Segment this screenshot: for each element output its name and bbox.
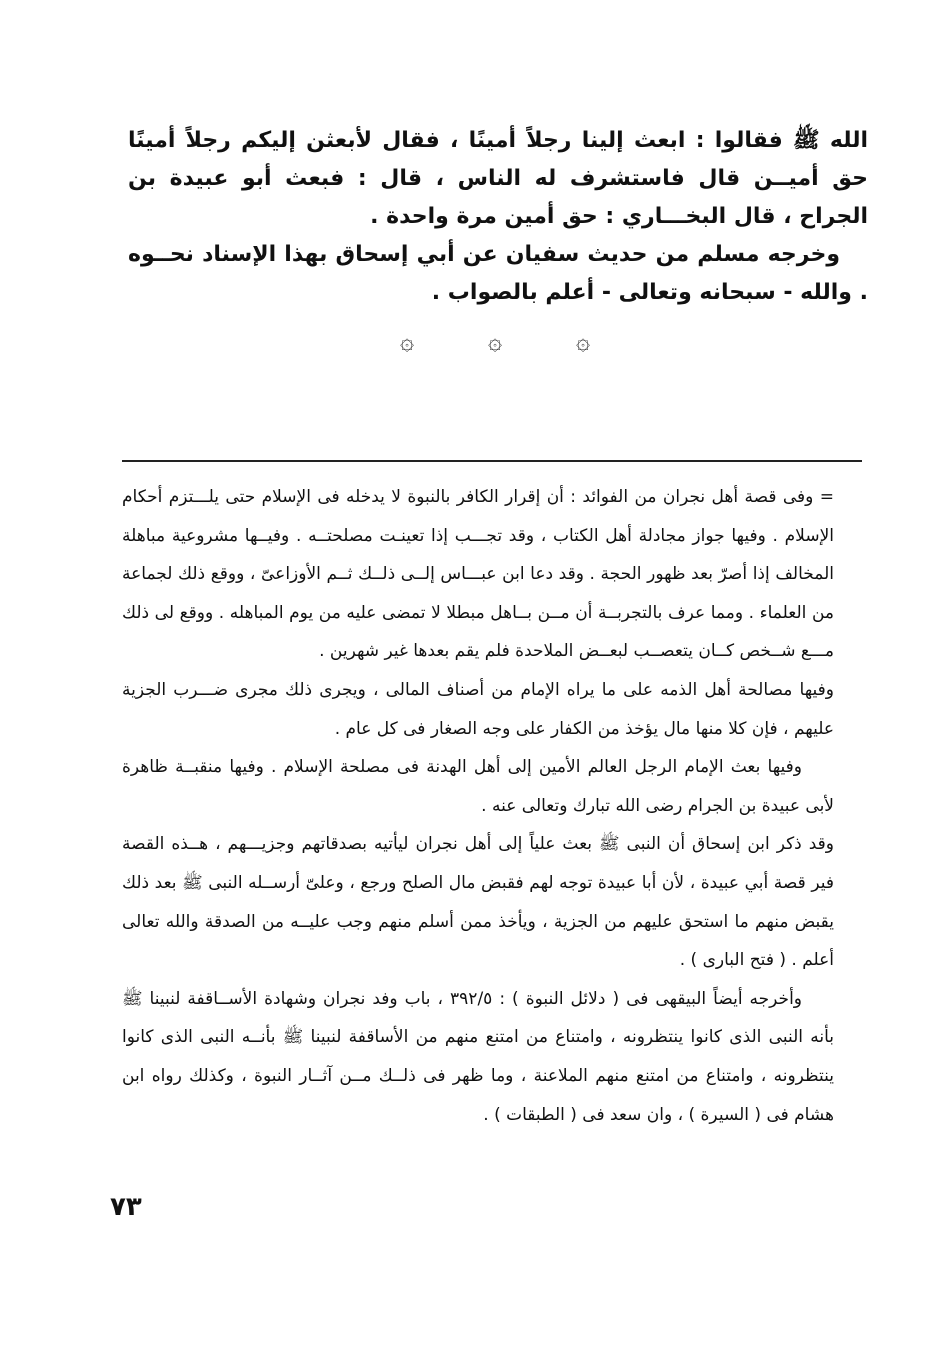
ornament-icon: ۞ (400, 327, 415, 355)
page-number: ٧٣ (110, 1192, 142, 1222)
footnote-paragraph-5: وأخرجه أيضاً البيقهى فى ( دلائل النبوة ) : ٣٩٢/٥ ، باب وفد نجران وشهادة الأســاقفة لنبينا ﷺ بأنه النبى الذى كانوا ينتظرونه ، وامتناع من امتنع منهم من الأساقفة لنبينا ﷺ بأنــه النبى الذى كانوا ينتظرونه ، وامتناع من امتنع منهم الملاعنة ، وما ظهر فى ذلــك مــن آثــار النبوة ، وكذلك رواه ابن هشام فى ( السيرة ) ، وان سعد فى ( الطبقات ) . (122, 988, 834, 1125)
ornament-icon: ۞ (575, 327, 590, 355)
footnote-paragraph-3: وفيها بعث الإمام الرجل العالم الأمين إلى أهل الهدنة فى مصلحة الإسلام . وفيها منقبــة ظاهرة لأبى عبيدة بن الجرام رضى الله تبارك وتعالى عنه . (122, 757, 834, 816)
section-ornaments (400, 326, 590, 356)
footnote-divider (122, 460, 862, 462)
main-text (128, 122, 868, 312)
ornament-icon: ۞ (487, 327, 503, 355)
main-paragraph-1: الله ﷺ فقالوا : ابعث إلينا رجلاً أمينًا ، فقال لأبعثن إليكم رجلاً أمينًا حق أميــن قال فاستشرف له الناس ، قال : فبعث أبو عبيدة بن الجراح ، قال البخـــاري : حق أمين مرة واحدة . (128, 128, 868, 229)
footnote-paragraph-4: وقد ذكر ابن إسحاق أن النبى ﷺ بعث علياً إلى أهل نجران ليأتيه بصدقاتهم وجزيـــهم ، هــذه القصة فير قصة أبي عبيدة ، لأن أبا عبيدة توجه لهم فقبض مال الصلح ورجع ، وعلىّ أرســله النبى ﷺ بعد ذلك يقبض منهم ما استحق عليهم من الجزية ، ويأخذ ممن أسلم منهم وجب عليــه من الصدقة والله تعالى أعلم . ( فتح البارى ) . (122, 834, 834, 971)
footnote-paragraph-1: = وفى قصة أهل نجران من الفوائد : أن إقرار الكافر بالنبوة لا يدخله فى الإسلام حتى يلـــتزم أحكام الإسلام . وفيها جواز مجادلة أهل الكتاب ، وقد تجـــب إذا تعينـت مصلحتــه . وفيــها مشروعية مباهلة المخالف إذا أصرّ بعد ظهور الحجة . وقد دعا ابن عبـــاس إلــى ذلــك ثــم الأوزاعىّ ، ووقع ذلك لجماعة من العلماء . ومما عرف بالتجربــة أن مــن بــاهل مبطلا لا تمضى عليه من يوم المباهله . ووقع لى ذلك مـــع شــخص كــان يتعصــب لبعــض الملاحدة فلم يقم بعدها غير شهرين . (122, 487, 834, 662)
footnote (122, 478, 834, 1134)
footnote-paragraph-2: وفيها مصالحة أهل الذمه على ما يراه الإمام من أصناف المالى ، ويجرى ذلك مجرى ضـــرب الجزية عليهم ، فإن كلا منها مال يؤخذ من الكفار على وجه الصغار فى كل عام . (122, 679, 834, 739)
main-paragraph-2: وخرجه مسلم من حديث سفيان عن أبي إسحاق بهذا الإسناد نحــوه . والله - سبحانه وتعالى - أعلم بالصواب . (128, 242, 868, 305)
